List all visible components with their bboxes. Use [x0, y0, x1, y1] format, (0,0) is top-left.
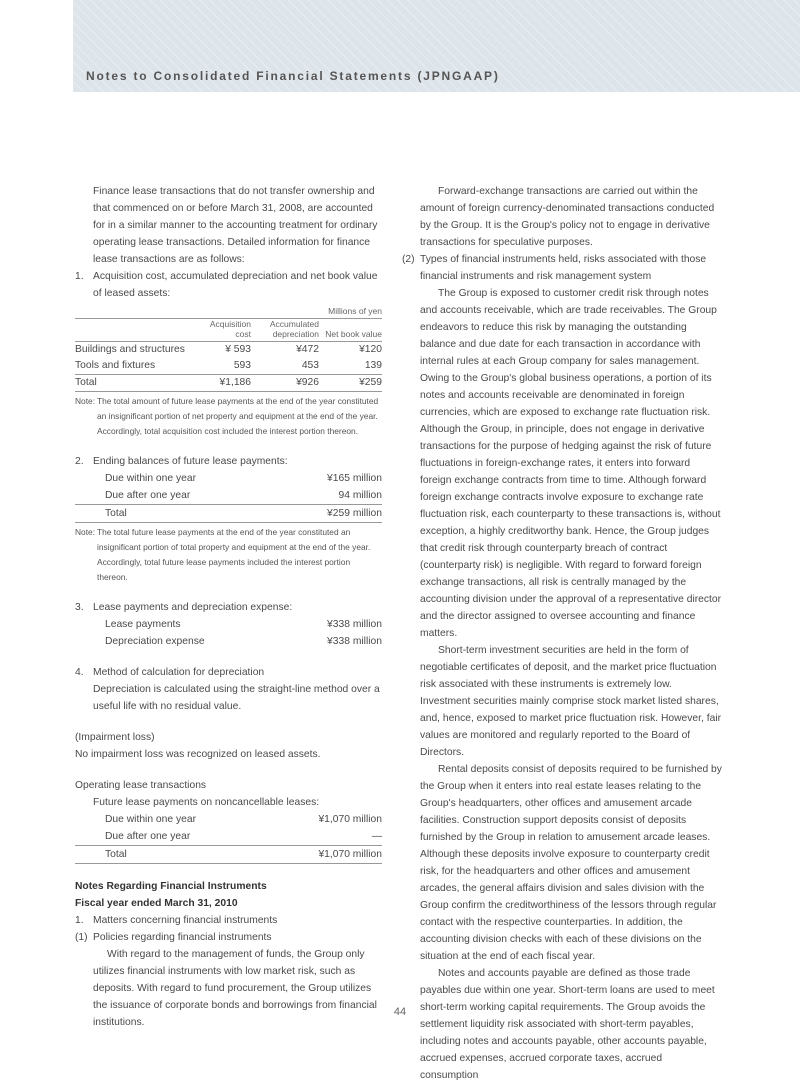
item-3: 3. Lease payments and depreciation expense:: [75, 602, 293, 613]
operating-heading: Operating lease transactions: [75, 780, 207, 791]
impairment-heading: (Impairment loss): [75, 732, 155, 743]
section-heading: Notes Regarding Financial Instruments: [75, 881, 267, 892]
intro-paragraph: Finance lease transactions that do not transfer ownership and that commenced on or before March 31, 2008, are accounted for in a similar manner to the accounting treatment for ordinary operating lease transactions. Detailed information for finance lease transactions are as follows:: [93, 186, 378, 265]
item-4: 4. Method of calculation for depreciation: [75, 667, 265, 678]
item-1: [75, 268, 382, 302]
page-number: 44: [393, 1006, 407, 1018]
right-para-4: Rental deposits consist of deposits required to be furnished by the Group when it enters into real estate leases relating to the Group's headquarters, other offices and amusement arcade facilities. Construction support deposits consist of deposits furnished by the Group in relation to amusement arcade leases. Although these deposits involve exposure to counterparty credit risk, for the headquarters and other offices and amusement arcades, the general affairs division and sales division with the Group confirm the creditworthiness of the lessors through regular contact with the respective counterparties. In addition, the accounting division checks with each of these divisions on the situation at the end of each fiscal year.: [420, 764, 722, 962]
list-item: Due after one year —: [105, 831, 382, 842]
table-row: Buildings and structures ¥ 593 ¥472 ¥120: [75, 342, 382, 359]
right-para-1: Forward-exchange transactions are carried out within the amount of foreign currency-denominated transactions conducted by the Group. It is the Group's policy not to engage in derivative transactions for speculative purposes.: [420, 186, 715, 248]
fin-policy: (1) Policies regarding financial instruments: [75, 932, 272, 943]
table-row: Tools and fixtures 593 453 139: [75, 360, 382, 371]
header-banner: [73, 0, 800, 92]
item-2: 2. Ending balances of future lease payments:: [75, 456, 288, 467]
item-1-number: 1.: [75, 271, 84, 282]
note-1-text: The total amount of future lease payments at the end of the year constituted an insignificant portion of net property and equipment at the end of the year. Accordingly, total acquisition cost included the interest portion thereon.: [97, 396, 379, 436]
operating-sub: Future lease payments on noncancellable leases:: [93, 797, 320, 808]
list-item: Depreciation expense ¥338 million: [105, 636, 382, 647]
list-item: Due within one year ¥1,070 million: [105, 814, 382, 825]
list-item: Due within one year ¥165 million: [105, 473, 382, 484]
note-1-label: Note:: [75, 396, 96, 406]
note-2: Note: The total future lease payments at the end of the year constituted an insignificant portion of total property and equipment at the end of the year. Accordingly, total future lease payments included the interest portion thereon.: [75, 527, 371, 582]
section-subheading: Fiscal year ended March 31, 2010: [75, 898, 238, 909]
right-column: [402, 183, 723, 1084]
list-item-total: Total ¥259 million: [75, 504, 382, 523]
note-1: [75, 394, 382, 439]
table-row-total: Total ¥1,186 ¥926 ¥259: [75, 375, 382, 392]
item-1-text: Acquisition cost, accumulated depreciation and net book value of leased assets:: [93, 271, 378, 299]
item-4-body: Depreciation is calculated using the straight-line method over a useful life with no residual value.: [93, 684, 380, 712]
leased-assets-table: [75, 304, 382, 392]
list-item: Due after one year 94 million: [105, 490, 382, 501]
list-item-total: Total ¥1,070 million: [75, 845, 382, 864]
fin-policy-body: With regard to the management of funds, the Group only utilizes financial instruments with low market risk, such as deposits. With regard to fund procurement, the Group utilizes the issuance of corporate bonds and borrowings from financial institutions.: [93, 949, 377, 1028]
right-para-5: Notes and accounts payable are defined as those trade payables due within one year. Short-term loans are used to meet short-term working capital requirements. The Group avoids the settlement liquidity risk associated with short-term payables, including notes and accounts payable, other accounts payable, accrued expenses, accrued corporate taxes, accrued consumption: [420, 968, 715, 1081]
col-header-netbook: Net book value: [319, 319, 382, 342]
right-para-2: The Group is exposed to customer credit risk through notes and accounts receivable, which are trade receivables. The Group endeavors to reduce this risk by managing the outstanding balance and due date for each transaction in accordance with internal rules at each Group company for sales management. Owing to the Group's global business operations, a portion of its notes and accounts receivable are denominated in foreign currencies, which are exposed to exchange rate fluctuation risk. Although the Group, in principle, does not engage in derivative transactions for the purpose of hedging against the risk of future fluctuations in foreign-exchange rates, it enters into forward foreign exchange contracts from time to time. Although forward foreign exchange contracts involve exposure to exchange rate fluctuation risk, each counterparty to these transactions is, without exception, a highly creditworthy bank. Hence, the Group judges that credit risk through counterparty breach of contract (counterparty risk) is negligible. With regard to forward foreign exchange transactions, all risk is centrally managed by the accounting division under the approval of a representative director and the director assigned to oversee accounting and finance matters.: [420, 288, 722, 639]
impairment-text: No impairment loss was recognized on leased assets.: [75, 749, 321, 760]
table-unit: Millions of yen: [328, 306, 382, 316]
right-para-3: Short-term investment securities are held in the form of negotiable certificates of deposit, and the market price fluctuation risk associated with these instruments is extremely low. Investment securities mainly comprise stock market listed shares, and, hence, exposed to market price fluctuation risk. However, fair values are monitored and regularly reported to the Board of Directors.: [420, 645, 722, 758]
fin-item-1: 1. Matters concerning financial instruments: [75, 915, 278, 926]
col-header-depreciation: Accumulated depreciation: [251, 319, 319, 342]
left-column: [75, 183, 382, 1031]
right-item-2: (2) Types of financial instruments held, risks associated with those financial instruments and risk management system: [402, 254, 707, 282]
col-header-acquisition: Acquisition cost: [195, 319, 251, 342]
list-item: Lease payments ¥338 million: [105, 619, 382, 630]
page-title: Notes to Consolidated Financial Statements (JPNGAAP): [86, 69, 500, 83]
